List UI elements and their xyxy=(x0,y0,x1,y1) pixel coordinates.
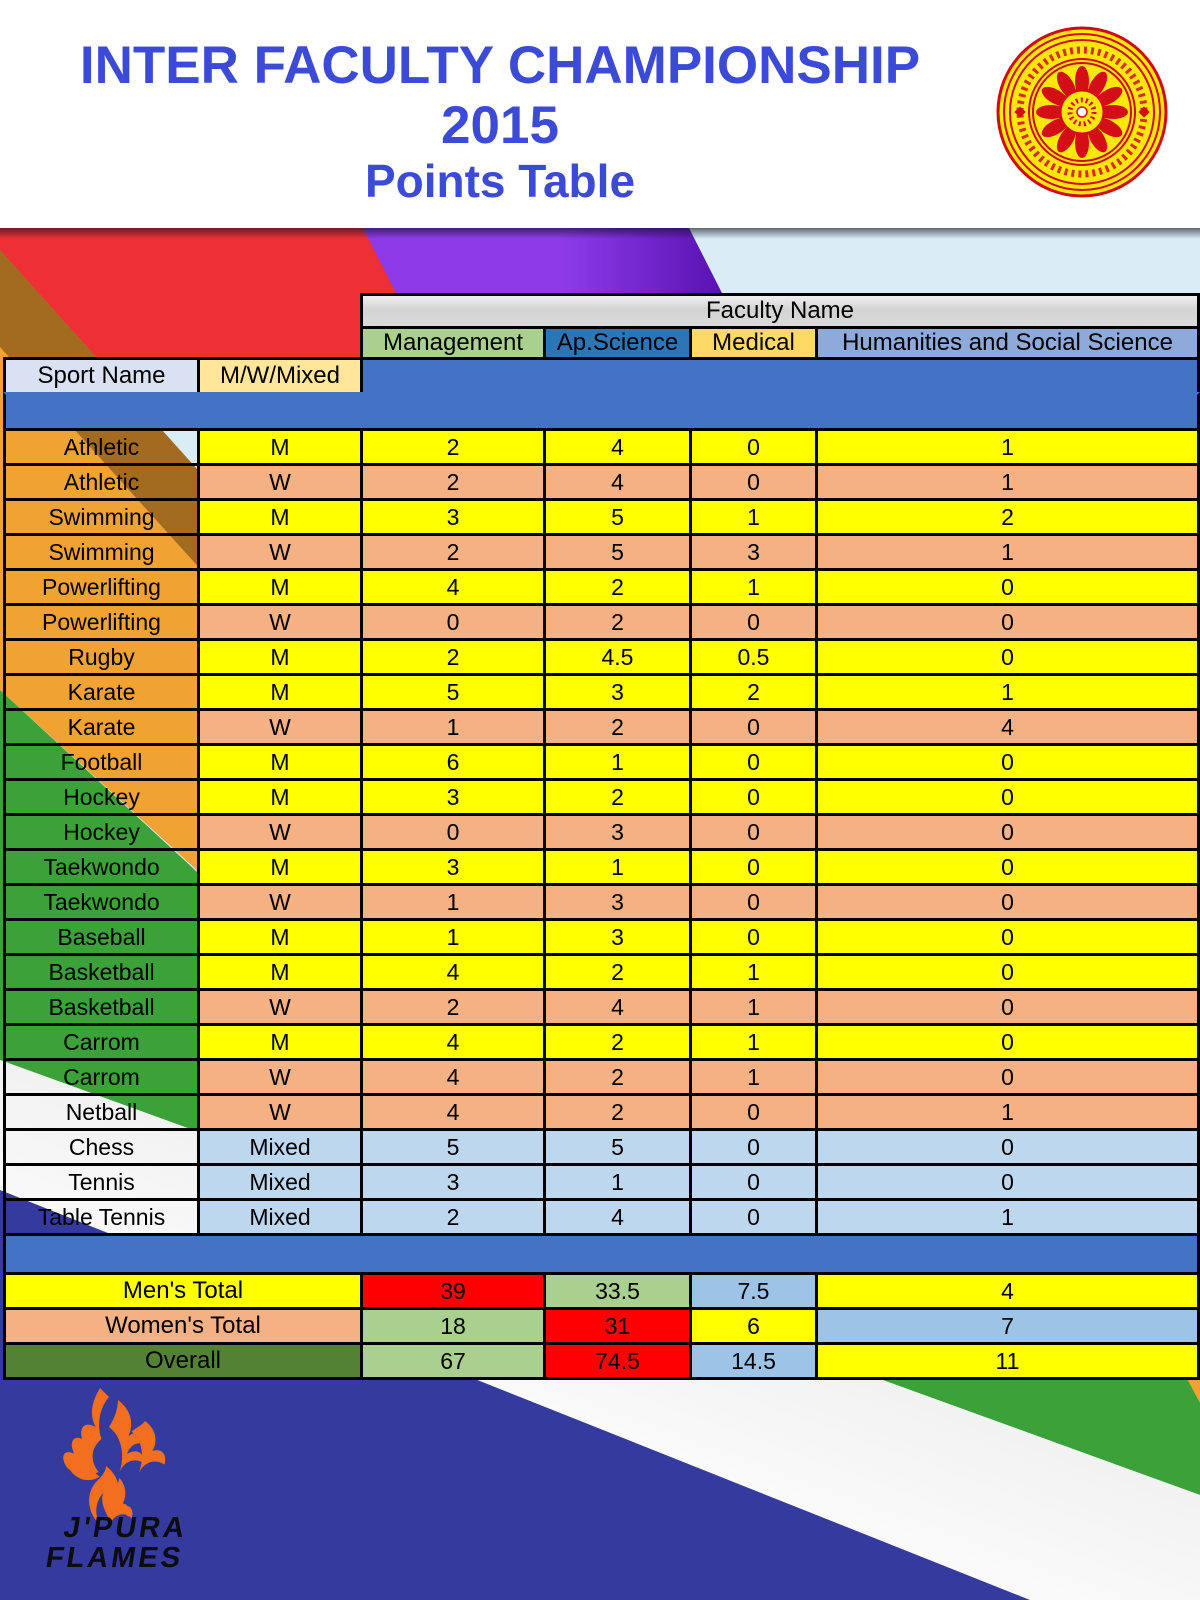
sport-cell: Football xyxy=(3,743,200,781)
score-cell: 3 xyxy=(543,883,692,921)
table-row xyxy=(3,918,1200,956)
score-cell: 4 xyxy=(360,953,546,991)
score-cell: 1 xyxy=(689,1023,818,1061)
total-value-cell: 74.5 xyxy=(543,1342,692,1380)
score-cell: 1 xyxy=(360,883,546,921)
table-row xyxy=(3,813,1200,851)
score-cell: 0 xyxy=(815,813,1200,851)
score-cell: 2 xyxy=(815,498,1200,536)
sport-cell: Swimming xyxy=(3,498,200,536)
faculty-col-management: Management xyxy=(360,326,546,360)
type-cell: M xyxy=(197,848,363,886)
score-cell: 4 xyxy=(360,1093,546,1131)
score-cell: 1 xyxy=(543,848,692,886)
type-cell: M xyxy=(197,778,363,816)
table-row xyxy=(3,883,1200,921)
score-cell: 0 xyxy=(689,428,818,466)
score-cell: 2 xyxy=(360,428,546,466)
score-cell: 4 xyxy=(815,708,1200,746)
sport-cell: Swimming xyxy=(3,533,200,571)
score-cell: 2 xyxy=(543,953,692,991)
score-cell: 1 xyxy=(815,1093,1200,1131)
score-cell: 3 xyxy=(360,778,546,816)
total-label: Overall xyxy=(3,1342,363,1380)
faculty-columns-row xyxy=(3,326,1200,360)
sport-cell: Table Tennis xyxy=(3,1198,200,1236)
table-row xyxy=(3,1128,1200,1166)
score-cell: 1 xyxy=(543,1163,692,1201)
total-value-cell: 39 xyxy=(360,1272,546,1310)
table-row xyxy=(3,848,1200,886)
score-cell: 0 xyxy=(360,813,546,851)
total-value-cell: 11 xyxy=(815,1342,1200,1380)
score-cell: 0 xyxy=(689,848,818,886)
score-cell: 0 xyxy=(689,778,818,816)
page-title: INTER FACULTY CHAMPIONSHIP 2015 xyxy=(79,36,921,155)
score-cell: 0 xyxy=(815,1023,1200,1061)
table-row xyxy=(3,533,1200,571)
score-cell: 0 xyxy=(689,1198,818,1236)
type-cell: M xyxy=(197,743,363,781)
table-row xyxy=(3,1163,1200,1201)
score-cell: 0 xyxy=(815,638,1200,676)
flames-logo-line2: FLAMES xyxy=(43,1542,186,1574)
total-label: Men's Total xyxy=(3,1272,363,1310)
blue-filler-row-top xyxy=(3,392,1200,431)
header-spacer xyxy=(3,326,363,360)
faculty-header-row xyxy=(3,293,1200,329)
sport-cell: Basketball xyxy=(3,953,200,991)
sport-cell: Carrom xyxy=(3,1023,200,1061)
score-cell: 2 xyxy=(360,463,546,501)
score-cell: 1 xyxy=(815,428,1200,466)
table-row xyxy=(3,638,1200,676)
score-cell: 0 xyxy=(815,988,1200,1026)
table-row xyxy=(3,778,1200,816)
table-row xyxy=(3,463,1200,501)
score-cell: 3 xyxy=(543,673,692,711)
table-row xyxy=(3,743,1200,781)
score-cell: 0 xyxy=(689,813,818,851)
score-cell: 0 xyxy=(815,1058,1200,1096)
university-seal-logo xyxy=(996,26,1168,198)
table-row xyxy=(3,603,1200,641)
flames-logo-line1: J'PURA xyxy=(61,1512,190,1544)
score-cell: 1 xyxy=(815,673,1200,711)
score-cell: 0 xyxy=(689,708,818,746)
score-cell: 3 xyxy=(543,918,692,956)
poster-header xyxy=(20,36,980,206)
score-cell: 1 xyxy=(815,463,1200,501)
table-row xyxy=(3,1058,1200,1096)
total-value-cell: 7 xyxy=(815,1307,1200,1345)
score-cell: 2 xyxy=(543,568,692,606)
type-header: M/W/Mixed xyxy=(197,357,363,395)
sport-cell: Basketball xyxy=(3,988,200,1026)
score-cell: 1 xyxy=(815,1198,1200,1236)
score-cell: 2 xyxy=(360,638,546,676)
faculty-name-header: Faculty Name xyxy=(360,293,1200,329)
total-value-cell: 4 xyxy=(815,1272,1200,1310)
total-value-cell: 7.5 xyxy=(689,1272,818,1310)
type-cell: M xyxy=(197,638,363,676)
score-cell: 2 xyxy=(543,708,692,746)
sport-cell: Athletic xyxy=(3,463,200,501)
score-cell: 0 xyxy=(689,1128,818,1166)
type-cell: Mixed xyxy=(197,1128,363,1166)
type-cell: W xyxy=(197,883,363,921)
total-row xyxy=(3,1307,1200,1345)
score-cell: 5 xyxy=(543,1128,692,1166)
score-cell: 1 xyxy=(689,988,818,1026)
score-cell: 5 xyxy=(360,673,546,711)
type-cell: M xyxy=(197,428,363,466)
total-row xyxy=(3,1342,1200,1380)
sport-name-header: Sport Name xyxy=(3,357,200,395)
total-value-cell: 33.5 xyxy=(543,1272,692,1310)
sport-cell: Karate xyxy=(3,708,200,746)
score-cell: 0 xyxy=(689,743,818,781)
table-row xyxy=(3,568,1200,606)
table-row xyxy=(3,988,1200,1026)
score-cell: 0 xyxy=(815,603,1200,641)
type-cell: W xyxy=(197,1093,363,1131)
score-cell: 0 xyxy=(815,918,1200,956)
blue-filler xyxy=(3,1233,1200,1275)
score-cell: 0 xyxy=(815,568,1200,606)
score-cell: 1 xyxy=(815,533,1200,571)
total-value-cell: 67 xyxy=(360,1342,546,1380)
score-cell: 0 xyxy=(815,1128,1200,1166)
table-row xyxy=(3,1198,1200,1236)
score-cell: 4.5 xyxy=(543,638,692,676)
score-cell: 2 xyxy=(689,673,818,711)
score-cell: 1 xyxy=(543,743,692,781)
score-cell: 1 xyxy=(689,1058,818,1096)
blue-filler-row-bottom xyxy=(3,1233,1200,1275)
faculty-col-medical: Medical xyxy=(689,326,818,360)
type-cell: Mixed xyxy=(197,1163,363,1201)
page-subtitle: Points Table xyxy=(364,155,636,207)
faculty-col-humanities-and-social-science: Humanities and Social Science xyxy=(815,326,1200,360)
score-cell: 3 xyxy=(360,848,546,886)
sport-cell: Netball xyxy=(3,1093,200,1131)
score-cell: 1 xyxy=(360,708,546,746)
score-cell: 1 xyxy=(360,918,546,956)
score-cell: 4 xyxy=(543,463,692,501)
table-row xyxy=(3,428,1200,466)
total-label: Women's Total xyxy=(3,1307,363,1345)
table-row xyxy=(3,953,1200,991)
score-cell: 4 xyxy=(360,1023,546,1061)
score-cell: 0 xyxy=(689,1093,818,1131)
table-row xyxy=(3,498,1200,536)
table-row xyxy=(3,1093,1200,1131)
score-cell: 0 xyxy=(815,778,1200,816)
sport-cell: Powerlifting xyxy=(3,568,200,606)
type-cell: W xyxy=(197,463,363,501)
faculty-col-ap-science: Ap.Science xyxy=(543,326,692,360)
score-cell: 2 xyxy=(543,1058,692,1096)
score-cell: 3 xyxy=(543,813,692,851)
score-cell: 2 xyxy=(543,1093,692,1131)
score-cell: 1 xyxy=(689,498,818,536)
type-cell: M xyxy=(197,1023,363,1061)
score-cell: 0 xyxy=(815,883,1200,921)
score-cell: 0 xyxy=(360,603,546,641)
score-cell: 5 xyxy=(543,498,692,536)
score-cell: 5 xyxy=(543,533,692,571)
sport-cell: Carrom xyxy=(3,1058,200,1096)
type-cell: W xyxy=(197,708,363,746)
blue-strip xyxy=(360,357,1200,395)
score-cell: 4 xyxy=(543,428,692,466)
score-cell: 3 xyxy=(360,1163,546,1201)
score-cell: 0 xyxy=(815,743,1200,781)
sport-cell: Taekwondo xyxy=(3,848,200,886)
score-cell: 0 xyxy=(689,603,818,641)
type-cell: M xyxy=(197,673,363,711)
header-spacer xyxy=(3,293,363,329)
score-cell: 2 xyxy=(543,603,692,641)
blue-filler xyxy=(3,392,1200,431)
score-cell: 4 xyxy=(360,1058,546,1096)
total-row xyxy=(3,1272,1200,1310)
sport-cell: Powerlifting xyxy=(3,603,200,641)
sport-header-row xyxy=(3,357,1200,395)
score-cell: 0 xyxy=(689,918,818,956)
score-cell: 5 xyxy=(360,1128,546,1166)
score-cell: 0 xyxy=(689,463,818,501)
type-cell: M xyxy=(197,568,363,606)
score-cell: 2 xyxy=(543,1023,692,1061)
type-cell: M xyxy=(197,953,363,991)
sport-cell: Hockey xyxy=(3,778,200,816)
score-cell: 0 xyxy=(815,953,1200,991)
phoenix-flame-icon xyxy=(40,1382,190,1532)
score-cell: 2 xyxy=(360,533,546,571)
score-cell: 1 xyxy=(689,568,818,606)
score-cell: 4 xyxy=(543,988,692,1026)
score-cell: 2 xyxy=(543,778,692,816)
score-cell: 0 xyxy=(815,848,1200,886)
sport-cell: Chess xyxy=(3,1128,200,1166)
type-cell: W xyxy=(197,1058,363,1096)
sport-cell: Athletic xyxy=(3,428,200,466)
type-cell: W xyxy=(197,603,363,641)
flames-logo xyxy=(40,1382,260,1582)
score-cell: 0 xyxy=(689,883,818,921)
score-cell: 0 xyxy=(689,1163,818,1201)
total-value-cell: 18 xyxy=(360,1307,546,1345)
total-value-cell: 6 xyxy=(689,1307,818,1345)
type-cell: W xyxy=(197,988,363,1026)
table-row xyxy=(3,708,1200,746)
score-cell: 0.5 xyxy=(689,638,818,676)
score-cell: 6 xyxy=(360,743,546,781)
table-row xyxy=(3,1023,1200,1061)
type-cell: Mixed xyxy=(197,1198,363,1236)
score-cell: 4 xyxy=(360,568,546,606)
sport-cell: Taekwondo xyxy=(3,883,200,921)
sport-cell: Tennis xyxy=(3,1163,200,1201)
score-cell: 2 xyxy=(360,988,546,1026)
score-cell: 3 xyxy=(689,533,818,571)
type-cell: W xyxy=(197,533,363,571)
type-cell: M xyxy=(197,498,363,536)
sport-cell: Karate xyxy=(3,673,200,711)
score-cell: 1 xyxy=(689,953,818,991)
total-value-cell: 14.5 xyxy=(689,1342,818,1380)
type-cell: M xyxy=(197,918,363,956)
score-cell: 0 xyxy=(815,1163,1200,1201)
bg-top-shadow xyxy=(0,228,1200,239)
sport-cell: Hockey xyxy=(3,813,200,851)
score-cell: 2 xyxy=(360,1198,546,1236)
sport-cell: Baseball xyxy=(3,918,200,956)
table-row xyxy=(3,673,1200,711)
total-value-cell: 31 xyxy=(543,1307,692,1345)
points-table xyxy=(3,293,1200,1380)
score-cell: 4 xyxy=(543,1198,692,1236)
score-cell: 3 xyxy=(360,498,546,536)
sport-cell: Rugby xyxy=(3,638,200,676)
type-cell: W xyxy=(197,813,363,851)
